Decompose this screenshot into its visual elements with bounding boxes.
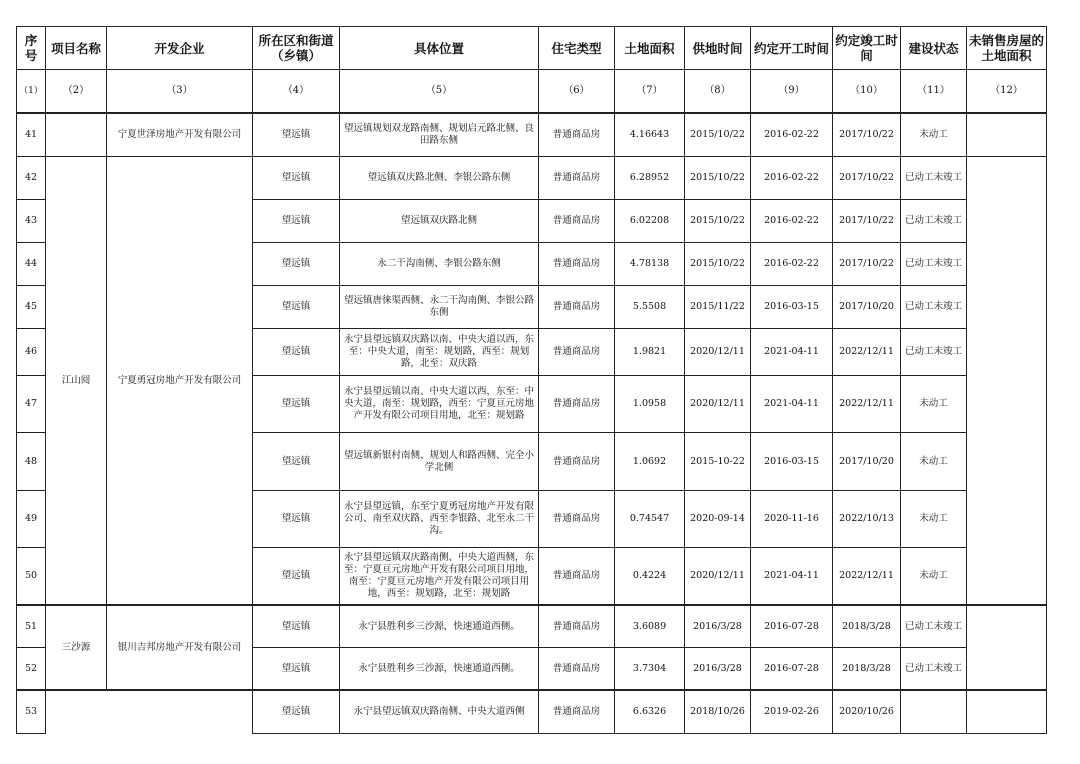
cell-start: 2016-03-15 xyxy=(751,433,833,491)
cell-finish: 2017/10/20 xyxy=(833,286,901,329)
cell-finish: 2020/10/26 xyxy=(833,690,901,734)
cell-status: 已动工未竣工 xyxy=(901,243,967,286)
cell-company-merged: 银川吉邦房地产开发有限公司 xyxy=(107,605,253,690)
col-num: （7） xyxy=(615,70,685,114)
table-row xyxy=(17,157,1047,200)
cell-type: 普通商品房 xyxy=(539,200,615,243)
header-no: 序号 xyxy=(17,27,46,70)
cell-supply: 2020/12/11 xyxy=(685,329,751,376)
cell-no: 49 xyxy=(17,491,46,548)
cell-finish: 2022/12/11 xyxy=(833,329,901,376)
cell-no: 45 xyxy=(17,286,46,329)
cell-status: 未动工 xyxy=(901,433,967,491)
cell-no: 47 xyxy=(17,376,46,433)
col-num: （6） xyxy=(539,70,615,114)
cell-location: 永宁县胜利乡三沙源，快速通道西侧。 xyxy=(340,648,539,691)
cell-status: 未动工 xyxy=(901,548,967,606)
cell-area: 0.74547 xyxy=(615,491,685,548)
cell-no: 50 xyxy=(17,548,46,606)
cell-supply: 2020-09-14 xyxy=(685,491,751,548)
cell-finish: 2022/12/11 xyxy=(833,548,901,606)
cell-project xyxy=(46,113,107,157)
cell-type: 普通商品房 xyxy=(539,286,615,329)
cell-supply: 2015-10-22 xyxy=(685,433,751,491)
cell-unsold xyxy=(967,690,1047,734)
cell-no: 52 xyxy=(17,648,46,691)
cell-start: 2016-02-22 xyxy=(751,243,833,286)
table-row xyxy=(17,690,1047,734)
cell-start: 2016-03-15 xyxy=(751,286,833,329)
cell-town: 望远镇 xyxy=(253,491,340,548)
cell-location: 永宁县胜利乡三沙源，快速通道西侧。 xyxy=(340,605,539,648)
cell-area: 1.9821 xyxy=(615,329,685,376)
cell-area: 6.6326 xyxy=(615,690,685,734)
cell-town: 望远镇 xyxy=(253,286,340,329)
cell-location: 永宁县望远镇双庆路南侧、中央大道西侧 xyxy=(340,690,539,734)
header-town: 所在区和街道（乡镇） xyxy=(253,27,340,70)
cell-start: 2016-02-22 xyxy=(751,157,833,200)
cell-location: 永宁县望远镇，东至宁夏勇冠房地产开发有限公司、南至双庆路、西至李银路、北至永二干沟。 xyxy=(340,491,539,548)
cell-location: 永宁县望远镇双庆路以南、中央大道以西，东至：中央大道，南至：规划路，西至：规划路，北至：双庆路 xyxy=(340,329,539,376)
col-num: （1） xyxy=(17,70,46,114)
cell-start: 2021-04-11 xyxy=(751,329,833,376)
cell-type: 普通商品房 xyxy=(539,113,615,157)
cell-finish: 2022/12/11 xyxy=(833,376,901,433)
cell-start: 2016-02-22 xyxy=(751,200,833,243)
cell-no: 46 xyxy=(17,329,46,376)
cell-company-merged: 宁夏勇冠房地产开发有限公司 xyxy=(107,157,253,606)
cell-supply: 2018/10/26 xyxy=(685,690,751,734)
cell-supply: 2020/12/11 xyxy=(685,548,751,606)
cell-type: 普通商品房 xyxy=(539,433,615,491)
cell-area: 5.5508 xyxy=(615,286,685,329)
cell-status: 未动工 xyxy=(901,376,967,433)
cell-project-merged: 江山阅 xyxy=(46,157,107,606)
cell-town: 望远镇 xyxy=(253,648,340,691)
cell-status: 已动工未竣工 xyxy=(901,157,967,200)
cell-finish: 2018/3/28 xyxy=(833,648,901,691)
cell-status: 已动工未竣工 xyxy=(901,605,967,648)
cell-town: 望远镇 xyxy=(253,548,340,606)
cell-town: 望远镇 xyxy=(253,200,340,243)
cell-type: 普通商品房 xyxy=(539,376,615,433)
cell-status: 未动工 xyxy=(901,113,967,157)
cell-town: 望远镇 xyxy=(253,605,340,648)
cell-finish: 2017/10/22 xyxy=(833,200,901,243)
cell-area: 6.28952 xyxy=(615,157,685,200)
cell-type: 普通商品房 xyxy=(539,605,615,648)
header-finish: 约定竣工时间 xyxy=(833,27,901,70)
cell-type: 普通商品房 xyxy=(539,243,615,286)
cell-finish: 2017/10/22 xyxy=(833,157,901,200)
cell-town: 望远镇 xyxy=(253,433,340,491)
cell-supply: 2015/11/22 xyxy=(685,286,751,329)
cell-unsold-merged xyxy=(967,157,1047,606)
cell-no: 43 xyxy=(17,200,46,243)
cell-type: 普通商品房 xyxy=(539,157,615,200)
cell-town: 望远镇 xyxy=(253,690,340,734)
cell-location: 望远镇规划双龙路南侧、规划启元路北侧、良田路东侧 xyxy=(340,113,539,157)
header-project: 项目名称 xyxy=(46,27,107,70)
land-supply-table xyxy=(16,26,1047,734)
cell-status: 已动工未竣工 xyxy=(901,200,967,243)
cell-start: 2019-02-26 xyxy=(751,690,833,734)
cell-start: 2016-07-28 xyxy=(751,605,833,648)
cell-location: 望远镇双庆路北侧、李银公路东侧 xyxy=(340,157,539,200)
cell-finish: 2018/3/28 xyxy=(833,605,901,648)
header-row xyxy=(17,27,1047,70)
col-num: （4） xyxy=(253,70,340,114)
cell-location: 望远镇双庆路北侧 xyxy=(340,200,539,243)
cell-status: 已动工未竣工 xyxy=(901,329,967,376)
header-unsold: 未销售房屋的土地面积 xyxy=(967,27,1047,70)
header-start: 约定开工时间 xyxy=(751,27,833,70)
cell-type: 普通商品房 xyxy=(539,548,615,606)
cell-area: 3.7304 xyxy=(615,648,685,691)
cell-finish: 2022/10/13 xyxy=(833,491,901,548)
header-location: 具体位置 xyxy=(340,27,539,70)
header-area: 土地面积 xyxy=(615,27,685,70)
cell-town: 望远镇 xyxy=(253,113,340,157)
cell-town: 望远镇 xyxy=(253,376,340,433)
cell-start: 2020-11-16 xyxy=(751,491,833,548)
col-num: （9） xyxy=(751,70,833,114)
col-num: （8） xyxy=(685,70,751,114)
cell-start: 2016-02-22 xyxy=(751,113,833,157)
cell-area: 1.0692 xyxy=(615,433,685,491)
cell-type: 普通商品房 xyxy=(539,491,615,548)
cell-project xyxy=(46,690,107,734)
cell-no: 53 xyxy=(17,690,46,734)
cell-area: 1.0958 xyxy=(615,376,685,433)
col-num: （5） xyxy=(340,70,539,114)
col-num: （10） xyxy=(833,70,901,114)
cell-project-merged: 三沙源 xyxy=(46,605,107,690)
cell-town: 望远镇 xyxy=(253,329,340,376)
cell-area: 4.16643 xyxy=(615,113,685,157)
cell-company xyxy=(107,690,253,734)
cell-status: 已动工未竣工 xyxy=(901,286,967,329)
cell-type: 普通商品房 xyxy=(539,329,615,376)
column-number-row xyxy=(17,70,1047,114)
cell-start: 2021-04-11 xyxy=(751,376,833,433)
cell-town: 望远镇 xyxy=(253,243,340,286)
cell-supply: 2015/10/22 xyxy=(685,200,751,243)
cell-supply: 2016/3/28 xyxy=(685,648,751,691)
table-row xyxy=(17,113,1047,157)
cell-status: 未动工 xyxy=(901,491,967,548)
cell-type: 普通商品房 xyxy=(539,690,615,734)
cell-no: 48 xyxy=(17,433,46,491)
cell-location: 永宁县望远镇双庆路南侧、中央大道西侧，东至：宁夏亘元房地产开发有限公司项目用地，南至：宁夏亘元房地产开发有限公司项目用地，西至：规划路，北至：规划路 xyxy=(340,548,539,606)
cell-finish: 2017/10/20 xyxy=(833,433,901,491)
cell-start: 2016-07-28 xyxy=(751,648,833,691)
cell-area: 0.4224 xyxy=(615,548,685,606)
cell-supply: 2015/10/22 xyxy=(685,243,751,286)
header-type: 住宅类型 xyxy=(539,27,615,70)
cell-supply: 2016/3/28 xyxy=(685,605,751,648)
cell-no: 42 xyxy=(17,157,46,200)
cell-area: 4.78138 xyxy=(615,243,685,286)
cell-location: 永宁县望远镇以南、中央大道以西，东至：中央大道，南至：规划路，西至：宁夏亘元房地产开发有限公司项目用地，北至：规划路 xyxy=(340,376,539,433)
header-supply: 供地时间 xyxy=(685,27,751,70)
cell-supply: 2020/12/11 xyxy=(685,376,751,433)
cell-area: 6.02208 xyxy=(615,200,685,243)
col-num: （11） xyxy=(901,70,967,114)
cell-unsold-merged xyxy=(967,605,1047,690)
header-company: 开发企业 xyxy=(107,27,253,70)
cell-company: 宁夏世泽房地产开发有限公司 xyxy=(107,113,253,157)
col-num: （2） xyxy=(46,70,107,114)
cell-finish: 2017/10/22 xyxy=(833,243,901,286)
cell-status: 已动工未竣工 xyxy=(901,648,967,691)
cell-location: 望远镇新银村南侧、规划人和路西侧、完全小学北侧 xyxy=(340,433,539,491)
cell-unsold xyxy=(967,113,1047,157)
header-status: 建设状态 xyxy=(901,27,967,70)
cell-area: 3.6089 xyxy=(615,605,685,648)
cell-location: 望远镇唐徕渠西侧、永二干沟南侧、李银公路东侧 xyxy=(340,286,539,329)
cell-type: 普通商品房 xyxy=(539,648,615,691)
cell-start: 2021-04-11 xyxy=(751,548,833,606)
cell-supply: 2015/10/22 xyxy=(685,113,751,157)
cell-no: 51 xyxy=(17,605,46,648)
table-row xyxy=(17,605,1047,648)
cell-location: 永二干沟南侧、李银公路东侧 xyxy=(340,243,539,286)
cell-status xyxy=(901,690,967,734)
cell-no: 41 xyxy=(17,113,46,157)
cell-town: 望远镇 xyxy=(253,157,340,200)
cell-no: 44 xyxy=(17,243,46,286)
col-num: （3） xyxy=(107,70,253,114)
col-num: （12） xyxy=(967,70,1047,114)
cell-supply: 2015/10/22 xyxy=(685,157,751,200)
cell-finish: 2017/10/22 xyxy=(833,113,901,157)
